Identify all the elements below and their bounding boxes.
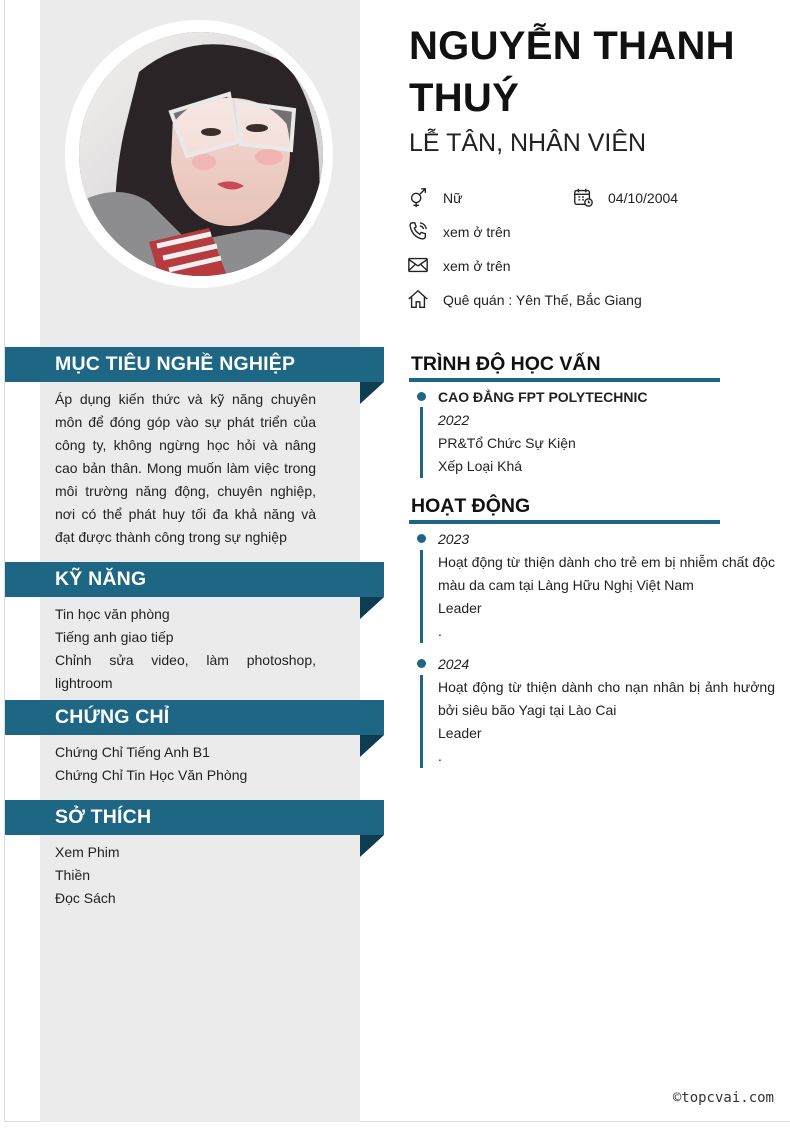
certificate-item: Chứng Chỉ Tiếng Anh B1 xyxy=(55,744,210,760)
mail-icon xyxy=(407,254,429,276)
activity-timeline-bar xyxy=(420,675,423,768)
watermark: ©topcvai.com xyxy=(672,1090,774,1106)
activity-description: Hoạt động từ thiện dành cho trẻ em bị nhiễm chất độc màu da cam tại Làng Hữu Nghị Việt Nam xyxy=(438,554,775,593)
home-icon xyxy=(407,288,429,310)
phone-value: xem ở trên xyxy=(443,224,511,240)
avatar-photo xyxy=(79,32,323,276)
hobby-item: Xem Phim xyxy=(55,844,120,860)
activity-timeline-bar xyxy=(420,550,423,643)
activity-year: 2024 xyxy=(438,656,470,672)
education-school: CAO ĐẲNG FPT POLYTECHNIC xyxy=(438,389,648,405)
hobbies-list xyxy=(55,841,316,910)
skill-item: Tin học văn phòng xyxy=(55,606,170,622)
certificates-heading: CHỨNG CHỈ xyxy=(5,700,384,735)
avatar-frame xyxy=(65,20,333,288)
objective-heading: MỤC TIÊU NGHỀ NGHIỆP xyxy=(5,347,384,382)
skill-item: Chỉnh sửa video, làm photoshop, lightroom xyxy=(55,652,316,691)
job-title: LỄ TÂN, NHÂN VIÊN xyxy=(409,129,647,157)
certificate-item: Chứng Chỉ Tin Học Văn Phòng xyxy=(55,767,248,783)
activity-timeline-dot xyxy=(417,659,426,668)
activity-note: . xyxy=(438,623,442,639)
education-grade: Xếp Loại Khá xyxy=(438,458,523,474)
activity-note: . xyxy=(438,748,442,764)
hobby-item: Thiền xyxy=(55,867,91,883)
email-info xyxy=(443,256,511,276)
phone-icon xyxy=(407,220,429,242)
certificates-list xyxy=(55,741,316,787)
avatar xyxy=(79,32,323,276)
hobbies-heading: SỞ THÍCH xyxy=(5,800,384,835)
candidate-name xyxy=(409,20,779,124)
objective-text: Áp dụng kiến thức và kỹ năng chuyên môn để đóng góp vào sự phát triển của công ty, không ngừng học hỏi và nâng cao bản thân. Mong muốn làm việc trong môi trường năng động, chuyên nghiệp, nơi có thể phát huy tối đa khả năng và đạt được thành công trong sự nghiệp xyxy=(55,391,316,545)
hobby-item: Đọc Sách xyxy=(55,890,116,906)
calendar-icon xyxy=(572,186,594,208)
education-year: 2022 xyxy=(438,412,470,428)
name-line-1: NGUYỄN THANH xyxy=(409,24,735,68)
phone-info xyxy=(443,222,511,242)
skill-item: Tiếng anh giao tiếp xyxy=(55,629,174,645)
birthday-value: 04/10/2004 xyxy=(608,190,679,206)
gender-info xyxy=(443,188,462,208)
activities-heading: HOẠT ĐỘNG xyxy=(409,492,720,524)
activity-role: Leader xyxy=(438,600,482,616)
gender-icon xyxy=(407,186,429,208)
address-value: Quê quán : Yên Thế, Bắc Giang xyxy=(443,292,642,308)
name-line-2: THUÝ xyxy=(409,76,520,120)
activity-timeline-dot xyxy=(417,534,426,543)
skills-list xyxy=(55,603,316,695)
education-timeline-bar xyxy=(420,407,423,478)
address-info xyxy=(443,290,642,310)
education-heading: TRÌNH ĐỘ HỌC VẤN xyxy=(409,350,720,382)
skills-heading: KỸ NĂNG xyxy=(5,562,384,597)
birthday-info xyxy=(608,188,678,208)
gender-value: Nữ xyxy=(443,190,463,206)
education-timeline-dot xyxy=(417,392,426,401)
email-value: xem ở trên xyxy=(443,258,511,274)
activity-year: 2023 xyxy=(438,531,470,547)
activity-description: Hoạt động từ thiện dành cho nạn nhân bị ảnh hưởng bởi siêu bão Yagi tại Lào Cai xyxy=(438,679,775,718)
activity-role: Leader xyxy=(438,725,482,741)
education-major: PR&Tổ Chức Sự Kiện xyxy=(438,435,576,451)
